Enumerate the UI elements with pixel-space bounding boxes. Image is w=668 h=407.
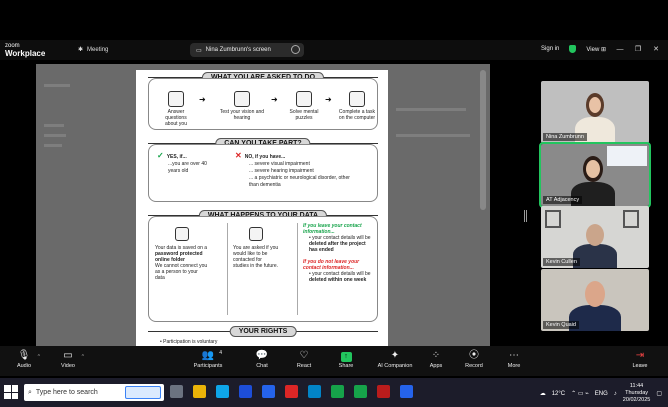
arrow-icon: ➜	[199, 95, 206, 104]
data-storage-info: Your data is saved on a password protected online folder We cannot connect you as a person to your data	[155, 227, 223, 281]
record-icon: ⦿	[469, 350, 479, 361]
apps-icon: ⁘	[431, 350, 441, 361]
restore-icon[interactable]: ❐	[634, 46, 642, 53]
search-highlight-widget[interactable]	[125, 386, 161, 399]
step-computer: Complete a task on the computer	[337, 91, 377, 121]
sign-in-link[interactable]: Sign in	[541, 46, 560, 52]
share-options-icon[interactable]	[291, 45, 300, 54]
people-icon: 👥	[201, 350, 215, 361]
check-icon: ✓	[157, 151, 164, 160]
more-button[interactable]: ⋯ More	[494, 350, 534, 369]
bg-line	[44, 84, 70, 87]
participant-tile[interactable]: Nina Zumbrunn	[541, 81, 649, 143]
step-vision-hearing: Test your vision and hearing	[219, 91, 265, 121]
task-view-icon[interactable]	[170, 385, 183, 398]
chat-icon: 💬	[255, 350, 269, 361]
leave-icon: ⇥	[635, 350, 645, 361]
windows-taskbar	[0, 378, 668, 407]
contact-card-icon	[249, 227, 263, 241]
title-bar	[0, 40, 668, 60]
chat-button[interactable]: 💬 Chat	[242, 350, 282, 369]
weather-icon[interactable]: ☁	[539, 391, 546, 397]
pinned-apps	[170, 385, 413, 398]
video-button[interactable]: ▭ Video ^	[48, 350, 88, 369]
excel-icon[interactable]	[331, 385, 344, 398]
arrow-icon: ➜	[325, 95, 332, 104]
paw-icon: ✱	[78, 47, 84, 53]
ai-companion-button[interactable]: ✦ AI Companion	[372, 350, 418, 369]
record-button[interactable]: ⦿ Record	[454, 350, 494, 369]
screen-share-indicator[interactable]	[190, 43, 304, 57]
leave-button[interactable]: ⇥ Leave	[620, 350, 660, 369]
chevron-up-icon[interactable]: ^	[37, 354, 40, 360]
outlook-icon[interactable]	[308, 385, 321, 398]
notification-icon[interactable]: ▢	[656, 391, 662, 397]
step-puzzles: Solve mental puzzles	[287, 91, 321, 121]
divider	[297, 223, 298, 315]
heart-icon: ♡	[299, 350, 309, 361]
file-explorer-icon[interactable]	[193, 385, 206, 398]
participant-tile[interactable]: Kevin Quaid	[541, 269, 649, 331]
wall-frame	[623, 210, 639, 228]
sparkle-icon: ✦	[390, 350, 400, 361]
encryption-shield-icon[interactable]	[569, 45, 576, 53]
volume-icon[interactable]: ♪	[613, 390, 617, 397]
close-icon[interactable]: ✕	[653, 46, 659, 53]
language-indicator[interactable]: ENG	[594, 390, 608, 397]
participant-count: 4	[219, 350, 222, 356]
powerpoint-icon[interactable]	[285, 385, 298, 398]
banner	[607, 146, 647, 166]
asked-box	[148, 78, 378, 130]
temperature: 12°C	[551, 390, 566, 397]
bg-line	[396, 134, 470, 137]
questionnaire-icon	[168, 91, 184, 107]
audio-button[interactable]: 🎙 Audio ^	[4, 350, 44, 369]
more-icon: ⋯	[509, 350, 519, 361]
minimize-icon[interactable]: —	[616, 45, 624, 53]
view-button[interactable]: View ⊞	[586, 46, 606, 53]
eye-ear-icon	[234, 91, 250, 107]
taskbar-search-box[interactable]: ⌕ Type here to search	[24, 384, 164, 401]
participant-tile-active-speaker[interactable]: AT Adjacency	[541, 144, 649, 206]
share-title: Nina Zumbrunn's screen	[205, 47, 271, 53]
cross-icon: ✕	[235, 151, 242, 160]
chrome-icon[interactable]	[354, 385, 367, 398]
contact-deletion-info: If you leave your contact information... • your contact details will be deleted after the project has ended If you do not leave your contact information... • your contact details will be deleted within one week	[303, 223, 371, 283]
top-right-controls	[541, 45, 660, 53]
word-icon[interactable]	[239, 385, 252, 398]
step-questions: Answer questions about you	[159, 91, 193, 127]
edge-icon[interactable]	[216, 385, 229, 398]
bg-line	[44, 124, 64, 127]
acrobat-icon[interactable]	[377, 385, 390, 398]
computer-icon	[349, 91, 365, 107]
apps-button[interactable]: ⁘ Apps	[416, 350, 456, 369]
microphone-icon: 🎙	[17, 350, 31, 361]
future-contact-info: You are asked if you would like to be contacted for studies in the future.	[233, 227, 293, 269]
chevron-up-icon[interactable]: ^	[81, 354, 84, 360]
teams-icon[interactable]	[400, 385, 413, 398]
share-button[interactable]: ↑ Share	[338, 353, 354, 369]
zoom-logo: zoom Workplace	[5, 43, 46, 58]
eligibility-no: ✕ NO, if you have... ... severe visual impairment ... severe hearing impairment ... a psychiatric or neurological disorder, other than dementia	[235, 151, 350, 188]
bg-line	[396, 108, 466, 111]
info-sheet-document	[136, 70, 388, 346]
windows-start-icon[interactable]	[4, 385, 18, 399]
bg-line	[44, 144, 62, 147]
search-icon: ⌕	[28, 388, 32, 396]
section-header-rights: YOUR RIGHTS	[148, 326, 378, 336]
wall-frame	[545, 210, 561, 228]
rights-text: • Participation is voluntary	[160, 339, 218, 345]
zoom-app-icon[interactable]	[262, 385, 275, 398]
shared-screen	[0, 60, 534, 346]
arrow-icon: ➜	[271, 95, 278, 104]
panel-resize-handle[interactable]	[524, 210, 527, 222]
meeting-label: Meeting	[87, 46, 109, 53]
meeting-toolbar	[0, 346, 668, 376]
eligibility-yes: ✓ YES, if... ...you are over 40 years old	[157, 151, 207, 174]
folder-lock-icon	[175, 227, 189, 241]
react-button[interactable]: ♡ React	[284, 350, 324, 369]
tray-icons[interactable]: ⌃ ▭ ⌁	[571, 391, 589, 397]
clock[interactable]: 11:44 Thursday 20/02/2025	[622, 383, 651, 403]
system-tray	[540, 383, 662, 404]
bg-line	[44, 134, 66, 137]
meeting-menu[interactable]	[78, 46, 108, 53]
data-box	[148, 216, 378, 322]
participants-button[interactable]: 👥 4 Participants	[188, 350, 228, 369]
share-arrow-icon: ↑	[341, 352, 352, 362]
screen-icon: ▭	[196, 47, 202, 54]
brain-icon	[296, 91, 312, 107]
divider	[227, 223, 228, 315]
background-scrollbar[interactable]	[480, 70, 486, 210]
participant-tile[interactable]: Kevin Cullen	[541, 206, 649, 268]
camera-icon: ▭	[63, 350, 73, 361]
take-part-box	[148, 144, 378, 202]
